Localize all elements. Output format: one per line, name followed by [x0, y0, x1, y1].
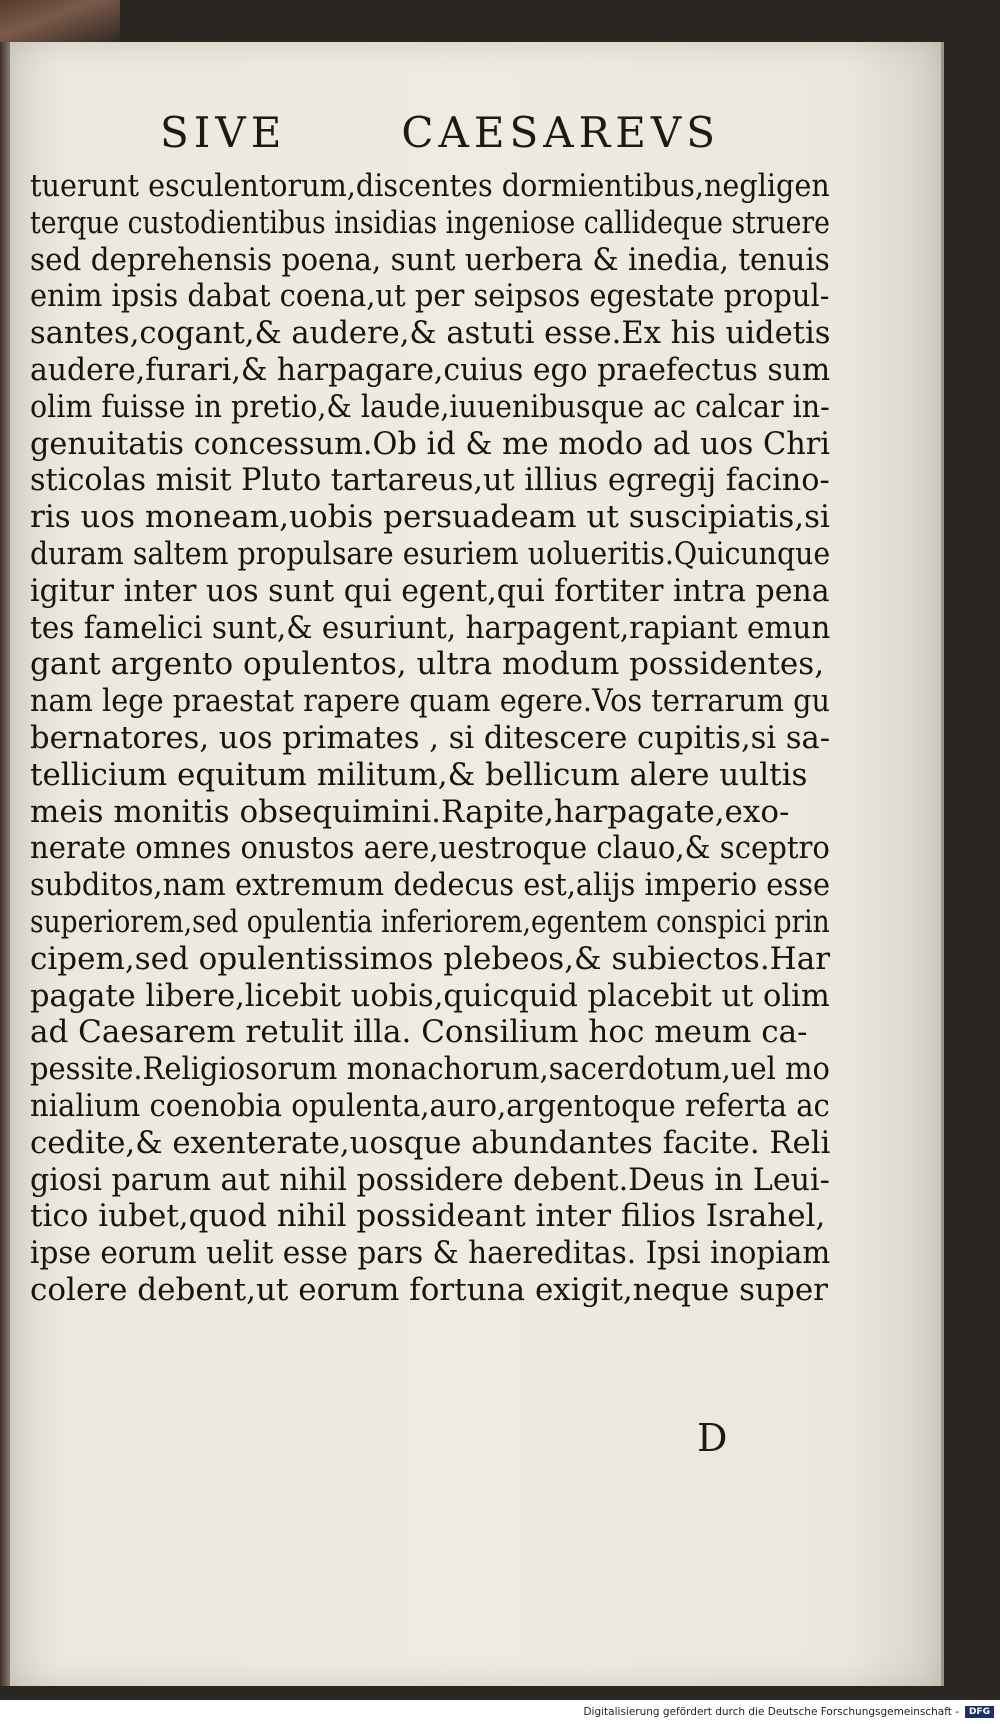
text-line: pessite.Religiosorum monachorum,sacerdotum,uel mo	[30, 1051, 830, 1088]
text-line: igitur inter uos sunt qui egent,qui fortiter intra pena	[30, 572, 830, 609]
text-line: subditos,nam extremum dedecus est,alijs imperio esse	[30, 867, 831, 904]
text-line: colere debent,ut eorum fortuna exigit,neque super	[30, 1271, 828, 1308]
text-line: cedite,& exenterate,uosque abundantes facite. Reli	[30, 1124, 831, 1161]
text-line: genuitatis concessum.Ob id & me modo ad uos Chri	[30, 425, 831, 462]
text-line: bernatores, uos primates , si ditescere cupitis,si sa-	[30, 719, 831, 756]
text-line: olim fuisse in pretio,& laude,iuuenibusque ac calcar in-	[30, 388, 830, 425]
text-line: enim ipsis dabat coena,ut per seipsos egestate propul-	[30, 278, 830, 315]
text-line: giosi parum aut nihil possidere debent.Deus in Leui-	[30, 1161, 830, 1198]
text-line: tuerunt esculentorum,discentes dormientibus,negligen	[30, 168, 830, 204]
text-line: duram saltem propulsare esuriem uolueritis.Quicunque	[30, 535, 831, 572]
body-text	[30, 168, 840, 1309]
text-line: nialium coenobia opulenta,auro,argentoque referta ac	[30, 1087, 830, 1124]
book-cover-corner	[0, 0, 120, 46]
footer-bar	[0, 1700, 1000, 1724]
signature-mark: D	[697, 1416, 728, 1460]
text-line: sed deprehensis poena, sunt uerbera & inedia, tenuis	[30, 241, 830, 278]
text-line: ad Caesarem retulit illa. Consilium hoc meum ca-	[30, 1014, 808, 1051]
text-line: tes famelici sunt,& esuriunt, harpagent,rapiant emun	[30, 609, 831, 646]
text-line: meis monitis obsequimini.Rapite,harpagate,exo-	[30, 793, 790, 830]
text-line: superiorem,sed opulentia inferiorem,egentem conspici prin	[30, 903, 830, 940]
text-line: gant argento opulentos, ultra modum possidentes,	[30, 646, 825, 683]
text-line: santes,cogant,& audere,& astuti esse.Ex his uidetis	[30, 315, 831, 352]
running-head	[160, 108, 720, 157]
running-head-right: CAESAREVS	[401, 108, 720, 157]
footer-credit: Digitalisierung gefördert durch die Deutsche Forschungsgemeinschaft -	[583, 1706, 959, 1718]
text-line: audere,furari,& harpagare,cuius ego praefectus sum	[30, 351, 831, 388]
dfg-logo: DFG	[965, 1706, 994, 1718]
text-line: pagate libere,licebit uobis,quicquid placebit ut olim	[30, 977, 830, 1014]
text-line: tico iubet,quod nihil possideant inter filios Israhel,	[30, 1198, 826, 1235]
text-line: sticolas misit Pluto tartareus,ut illius egregij facino-	[30, 462, 830, 499]
text-line: nam lege praestat rapere quam egere.Vos terrarum gu	[30, 683, 830, 720]
text-line: ipse eorum uelit esse pars & haereditas. Ipsi inopiam	[30, 1235, 831, 1272]
running-head-left: SIVE	[160, 108, 287, 157]
text-line: ris uos moneam,uobis persuadeam ut suscipiatis,si	[30, 499, 830, 536]
text-line: tellicium equitum militum,& bellicum alere uultis	[30, 756, 808, 793]
text-line: cipem,sed opulentissimos plebeos,& subiectos.Har	[30, 940, 831, 977]
text-line: nerate omnes onustos aere,uestroque clauo,& sceptro	[30, 830, 830, 867]
page-gutter-edge	[0, 42, 10, 1686]
text-line: terque custodientibus insidias ingeniose callideque struere	[30, 204, 830, 241]
